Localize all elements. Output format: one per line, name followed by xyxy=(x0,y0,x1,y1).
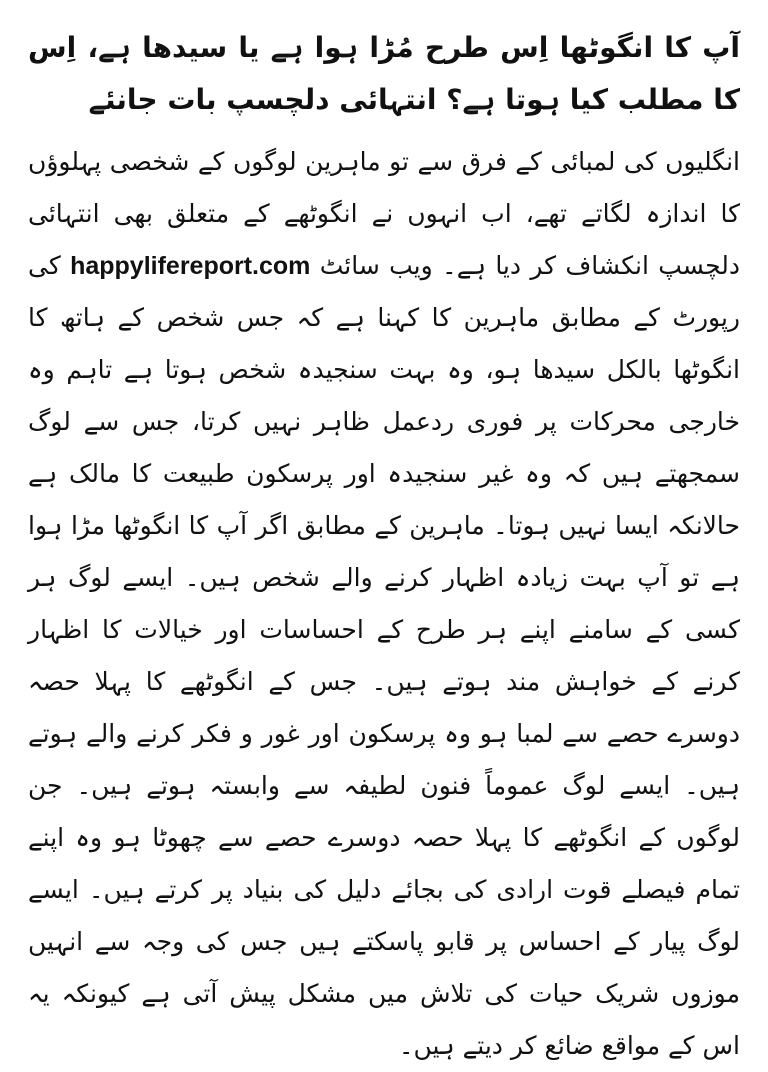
article-headline: آپ کا انگوٹھا اِس طرح مُڑا ہوا ہے یا سیدھا ہے، اِس کا مطلب کیا ہوتا ہے؟ انتہائی دلچسپ بات جانئے xyxy=(28,31,740,116)
website-name: happylifereport.com xyxy=(70,252,311,280)
article-body-main: کی رپورٹ کے مطابق ماہرین کا کہنا ہے کہ جس شخص کے ہاتھ کا انگوٹھا بالکل سیدھا ہو، وہ بہت سنجیدہ شخص ہوتا ہے تاہم وہ خارجی محرکات پر فوری ردعمل ظاہر نہیں کرتا، جس سے لوگ سمجھتے ہیں کہ وہ غیر سنجیدہ اور پرسکون طبیعت کا مالک ہے حالانکہ ایسا نہیں ہوتا۔ ماہرین کے مطابق اگر آپ کا انگوٹھا مڑا ہوا ہے تو آپ بہت زیادہ اظہار کرنے والے شخص ہیں۔ ایسے لوگ ہر کسی کے سامنے اپنے ہر طرح کے احساسات اور خیالات کا اظہار کرنے کے خواہش مند ہوتے ہیں۔ جس کے انگوٹھے کا پہلا حصہ دوسرے حصے سے لمبا ہو وہ پرسکون اور غور و فکر کرنے والے ہوتے ہیں۔ ایسے لوگ عموماً فنون لطیفہ سے وابستہ ہوتے ہیں۔ جن لوگوں کے انگوٹھے کا پہلا حصہ دوسرے حصے سے چھوٹا ہو وہ اپنے تمام فیصلے قوت ارادی کی بجائے دلیل کی بنیاد پر کرتے ہیں۔ ایسے لوگ پیار کے احساس پر قابو پاسکتے ہیں جس کی وجہ سے انہیں موزوں شریک حیات کی تلاش میں مشکل پیش آتی ہے کیونکہ یہ اس کے مواقع ضائع کر دیتے ہیں۔ xyxy=(28,251,740,1060)
article-body-intro: انگلیوں کی لمبائی کے فرق سے تو ماہرین لوگوں کے شخصی پہلوؤں کا اندازہ لگاتے تھے، اب انہوں نے انگوٹھے کے متعلق بھی انتہائی دلچسپ انکشاف کر دیا ہے۔ ویب سائٹ xyxy=(28,147,740,280)
article-body xyxy=(28,136,740,1072)
